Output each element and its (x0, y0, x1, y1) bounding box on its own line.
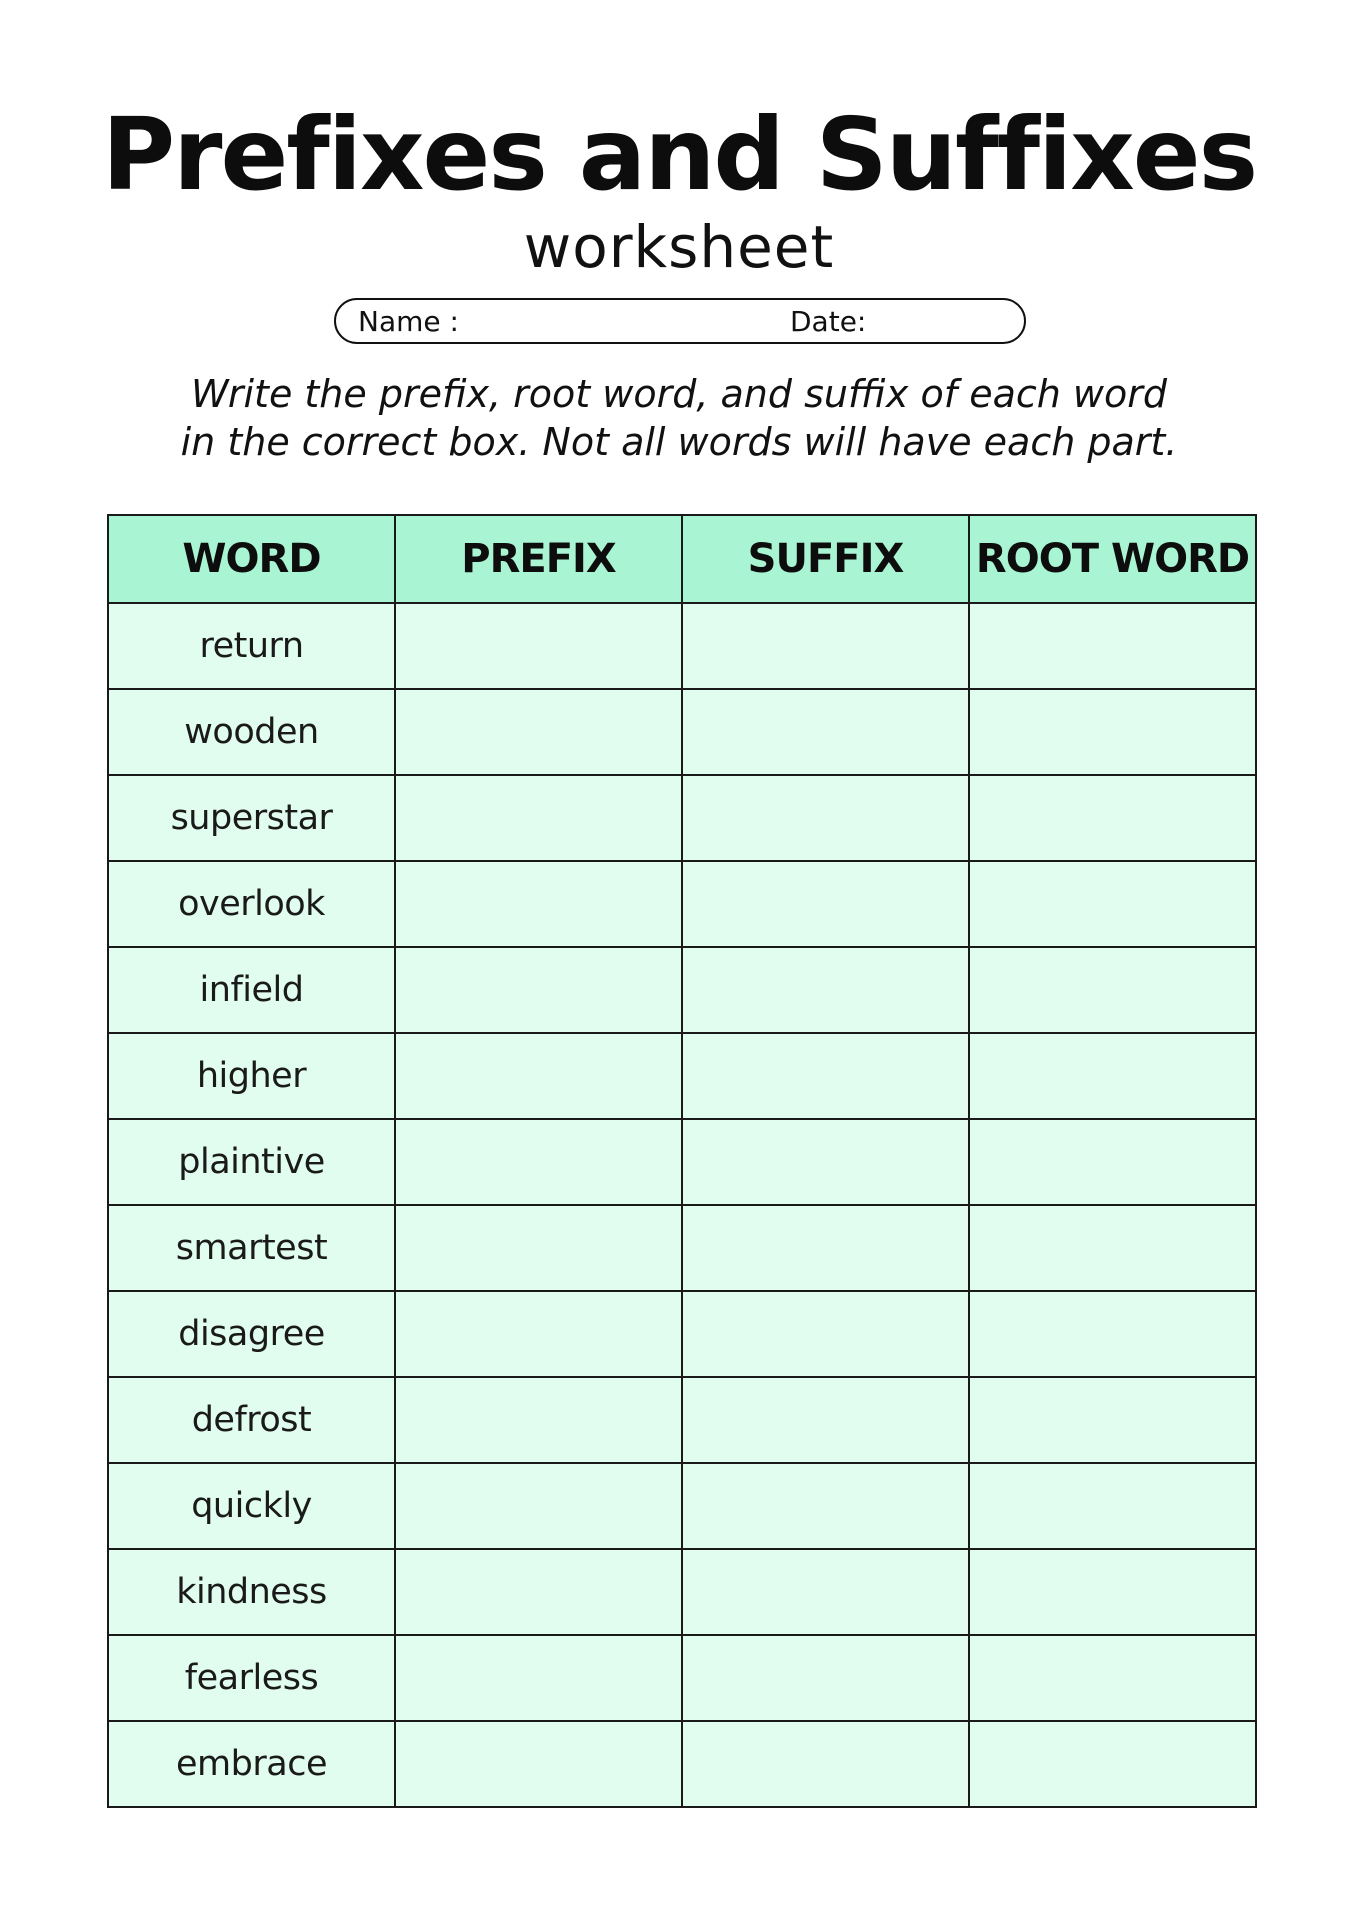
suffix-answer-cell[interactable] (682, 1205, 969, 1291)
word-cell: return (108, 603, 395, 689)
table-row (108, 689, 1256, 775)
root-word-answer-cell[interactable] (969, 603, 1256, 689)
table-row (108, 947, 1256, 1033)
table-row (108, 1291, 1256, 1377)
word-cell: quickly (108, 1463, 395, 1549)
word-cell: embrace (108, 1721, 395, 1807)
root-word-answer-cell[interactable] (969, 775, 1256, 861)
name-date-field[interactable] (334, 298, 1026, 344)
root-word-answer-cell[interactable] (969, 1635, 1256, 1721)
table-row (108, 1119, 1256, 1205)
root-word-answer-cell[interactable] (969, 689, 1256, 775)
prefix-answer-cell[interactable] (395, 1291, 682, 1377)
suffix-answer-cell[interactable] (682, 1635, 969, 1721)
suffix-answer-cell[interactable] (682, 1549, 969, 1635)
root-word-answer-cell[interactable] (969, 1463, 1256, 1549)
root-word-answer-cell[interactable] (969, 1377, 1256, 1463)
column-header-word: WORD (108, 515, 395, 603)
prefix-answer-cell[interactable] (395, 947, 682, 1033)
suffix-answer-cell[interactable] (682, 775, 969, 861)
suffix-answer-cell[interactable] (682, 1721, 969, 1807)
root-word-answer-cell[interactable] (969, 1205, 1256, 1291)
word-cell: fearless (108, 1635, 395, 1721)
suffix-answer-cell[interactable] (682, 689, 969, 775)
word-cell: infield (108, 947, 395, 1033)
suffix-answer-cell[interactable] (682, 603, 969, 689)
word-cell: disagree (108, 1291, 395, 1377)
worksheet-subtitle: worksheet (523, 213, 835, 281)
suffix-answer-cell[interactable] (682, 1463, 969, 1549)
suffix-answer-cell[interactable] (682, 1377, 969, 1463)
suffix-answer-cell[interactable] (682, 1033, 969, 1119)
suffix-answer-cell[interactable] (682, 861, 969, 947)
worksheet-table (107, 514, 1257, 1808)
word-cell: smartest (108, 1205, 395, 1291)
prefix-answer-cell[interactable] (395, 861, 682, 947)
prefix-answer-cell[interactable] (395, 1205, 682, 1291)
column-header-prefix: PREFIX (395, 515, 682, 603)
word-cell: kindness (108, 1549, 395, 1635)
table-row (108, 1721, 1256, 1807)
root-word-answer-cell[interactable] (969, 1119, 1256, 1205)
table-header-row (108, 515, 1256, 603)
table-row (108, 603, 1256, 689)
word-cell: plaintive (108, 1119, 395, 1205)
prefix-answer-cell[interactable] (395, 603, 682, 689)
table-row (108, 1549, 1256, 1635)
suffix-answer-cell[interactable] (682, 1119, 969, 1205)
root-word-answer-cell[interactable] (969, 1721, 1256, 1807)
suffix-answer-cell[interactable] (682, 947, 969, 1033)
instructions-line-2: in the correct box. Not all words will have each part. (180, 420, 1178, 464)
table-row (108, 775, 1256, 861)
instructions (0, 370, 1358, 466)
instructions-line-1: Write the prefix, root word, and suffix of each word (190, 372, 1168, 416)
prefix-answer-cell[interactable] (395, 775, 682, 861)
prefix-answer-cell[interactable] (395, 1119, 682, 1205)
suffix-answer-cell[interactable] (682, 1291, 969, 1377)
table-row (108, 1205, 1256, 1291)
prefix-answer-cell[interactable] (395, 1463, 682, 1549)
prefix-answer-cell[interactable] (395, 1549, 682, 1635)
word-cell: wooden (108, 689, 395, 775)
table-row (108, 1377, 1256, 1463)
root-word-answer-cell[interactable] (969, 1549, 1256, 1635)
prefix-answer-cell[interactable] (395, 689, 682, 775)
prefix-answer-cell[interactable] (395, 1033, 682, 1119)
word-cell: higher (108, 1033, 395, 1119)
table-row (108, 861, 1256, 947)
word-cell: superstar (108, 775, 395, 861)
root-word-answer-cell[interactable] (969, 1033, 1256, 1119)
prefix-answer-cell[interactable] (395, 1377, 682, 1463)
prefix-answer-cell[interactable] (395, 1721, 682, 1807)
word-cell: defrost (108, 1377, 395, 1463)
root-word-answer-cell[interactable] (969, 947, 1256, 1033)
table-row (108, 1635, 1256, 1721)
name-label: Name : (358, 305, 459, 338)
root-word-answer-cell[interactable] (969, 1291, 1256, 1377)
date-label: Date: (790, 305, 867, 338)
root-word-answer-cell[interactable] (969, 861, 1256, 947)
column-header-suffix: SUFFIX (682, 515, 969, 603)
worksheet-title: Prefixes and Suffixes (101, 96, 1257, 213)
table-row (108, 1033, 1256, 1119)
word-cell: overlook (108, 861, 395, 947)
table-row (108, 1463, 1256, 1549)
column-header-root-word: ROOT WORD (969, 515, 1256, 603)
prefix-answer-cell[interactable] (395, 1635, 682, 1721)
